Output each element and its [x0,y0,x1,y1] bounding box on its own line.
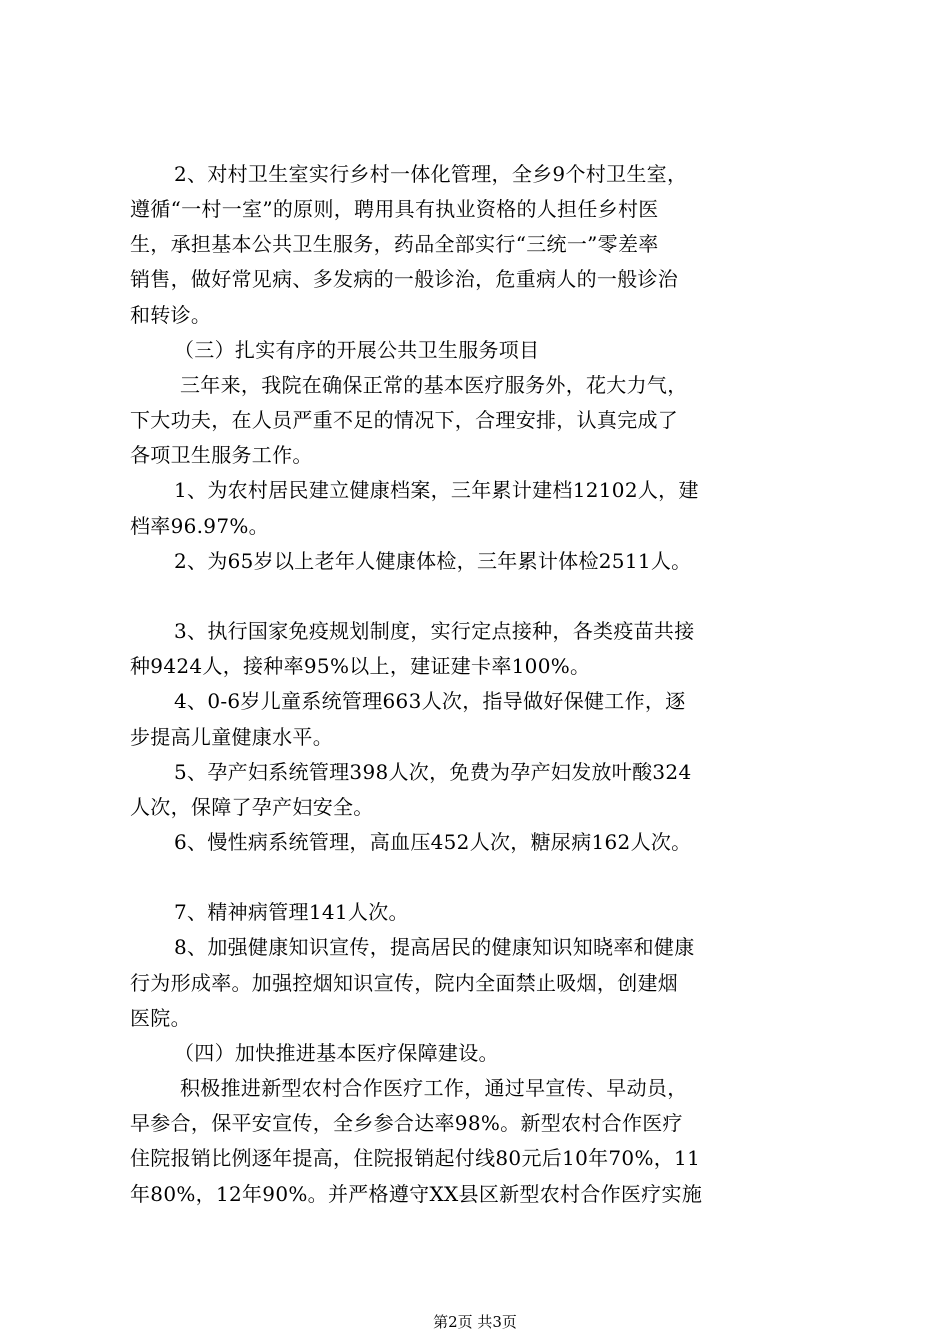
text-line: 三年来，我院在确保正常的基本医疗服务外，花大力气， [180,373,688,397]
text-line: 档率96.97%。 [130,514,269,538]
text-line: 下大功夫，在人员严重不足的情况下，合理安排，认真完成了 [130,408,679,432]
list-item: 7、精神病管理141人次。 [174,900,409,924]
list-item: 3、执行国家免疫规划制度，实行定点接种，各类疫苗共接 [174,619,695,643]
list-item: 4、0-6岁儿童系统管理663人次，指导做好保健工作，逐 [174,689,686,713]
text-line: 住院报销比例逐年提高，住院报销起付线80元后10年70%，11 [130,1146,701,1170]
list-item: 5、孕产妇系统管理398人次，免费为孕产妇发放叶酸324 [174,760,692,784]
text-line: 步提高儿童健康水平。 [130,725,333,749]
list-item: 6、慢性病系统管理，高血压452人次，糖尿病162人次。 [174,830,692,854]
text-line: 2、对村卫生室实行乡村一体化管理，全乡9个村卫生室， [174,162,688,186]
text-line: 早参合，保平安宣传，全乡参合达率98%。新型农村合作医疗 [130,1111,683,1135]
section-heading: （三）扎实有序的开展公共卫生服务项目 [174,338,540,362]
text-line: 遵循“一村一室”的原则，聘用具有执业资格的人担任乡村医 [130,197,659,221]
text-line: 年80%，12年90%。并严格遵守XX县区新型农村合作医疗实施 [130,1182,703,1206]
section-heading: （四）加快推进基本医疗保障建设。 [174,1041,499,1065]
text-line: 各项卫生服务工作。 [130,443,313,467]
text-line: 种9424人，接种率95%以上，建证建卡率100%。 [130,654,591,678]
text-line: 销售，做好常见病、多发病的一般诊治，危重病人的一般诊治 [130,267,679,291]
text-line: 行为形成率。加强控烟知识宣传，院内全面禁止吸烟，创建烟 [130,971,679,995]
list-item: 2、为65岁以上老年人健康体检，三年累计体检2511人。 [174,549,692,573]
list-item: 1、为农村居民建立健康档案，三年累计建档12102人，建 [174,478,699,502]
page-indicator: 第2页 共3页 [433,1313,517,1331]
text-line: 人次，保障了孕产妇安全。 [130,795,374,819]
text-line: 和转诊。 [130,303,212,327]
text-line: 生，承担基本公共卫生服务，药品全部实行“三统一”零差率 [130,232,659,256]
text-line: 医院。 [130,1006,191,1030]
text-line: 积极推进新型农村合作医疗工作，通过早宣传、早动员， [180,1076,688,1100]
list-item: 8、加强健康知识宣传，提高居民的健康知识知晓率和健康 [174,935,695,959]
